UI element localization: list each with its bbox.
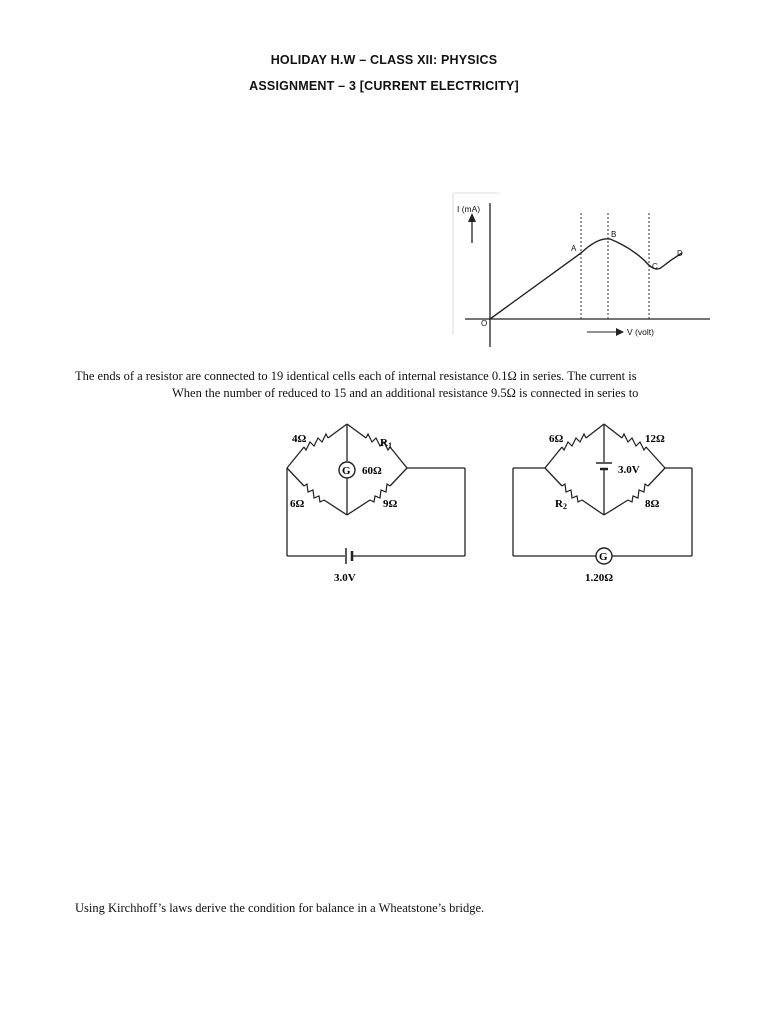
y-axis-label: I (mA) <box>457 204 481 214</box>
document-title: HOLIDAY H.W – CLASS XII: PHYSICS <box>270 53 498 67</box>
label-battery-1: 3.0V <box>334 572 356 584</box>
label-12ohm: 12Ω <box>645 433 665 445</box>
iv-graph <box>440 185 720 350</box>
label-60ohm: 60Ω <box>362 465 382 477</box>
label-8ohm: 8Ω <box>645 498 660 510</box>
resistor-r2 <box>562 484 582 502</box>
label-6ohm: 6Ω <box>290 498 305 510</box>
label-galvanometer-2: G <box>599 551 608 563</box>
label-9ohm: 9Ω <box>383 498 398 510</box>
iv-curve <box>490 239 682 319</box>
x-arrow-icon <box>616 328 624 336</box>
origin-label: O <box>481 319 488 328</box>
circuit-1 <box>270 418 480 590</box>
label-4ohm: 4Ω <box>292 433 307 445</box>
point-a-label: A <box>571 244 577 253</box>
resistor-12ohm <box>622 434 646 450</box>
label-galvanometer-1: G <box>342 465 351 477</box>
label-battery-middle: 3.0V <box>618 464 640 476</box>
x-axis-label: V (volt) <box>627 327 654 337</box>
point-c-label: C <box>652 262 658 271</box>
label-bottom-resistance: 1.20Ω <box>585 572 614 584</box>
question2: Using Kirchhoff’s laws derive the condition for balance in a Wheatstone’s bridge. <box>75 901 485 915</box>
resistor-6ohm-c2 <box>562 434 586 450</box>
circuit-2 <box>505 418 705 590</box>
point-d-label: D <box>677 249 683 258</box>
point-b-label: B <box>611 230 617 239</box>
label-r1: R1 <box>380 437 392 450</box>
resistor-4ohm <box>304 434 328 450</box>
label-6ohm-c2: 6Ω <box>549 433 564 445</box>
assignment-title: ASSIGNMENT – 3 [CURRENT ELECTRICITY] <box>249 79 519 93</box>
resistor-6ohm <box>304 484 324 502</box>
y-arrow-icon <box>468 213 476 222</box>
question1-line1: The ends of a resistor are connected to 19 identical cells each of internal resistance 0.1Ω in series. The current is <box>75 369 637 383</box>
label-r2: R2 <box>555 498 567 511</box>
question1-line2: When the number of reduced to 15 and an additional resistance 9.5Ω is connected in series to <box>172 386 639 400</box>
